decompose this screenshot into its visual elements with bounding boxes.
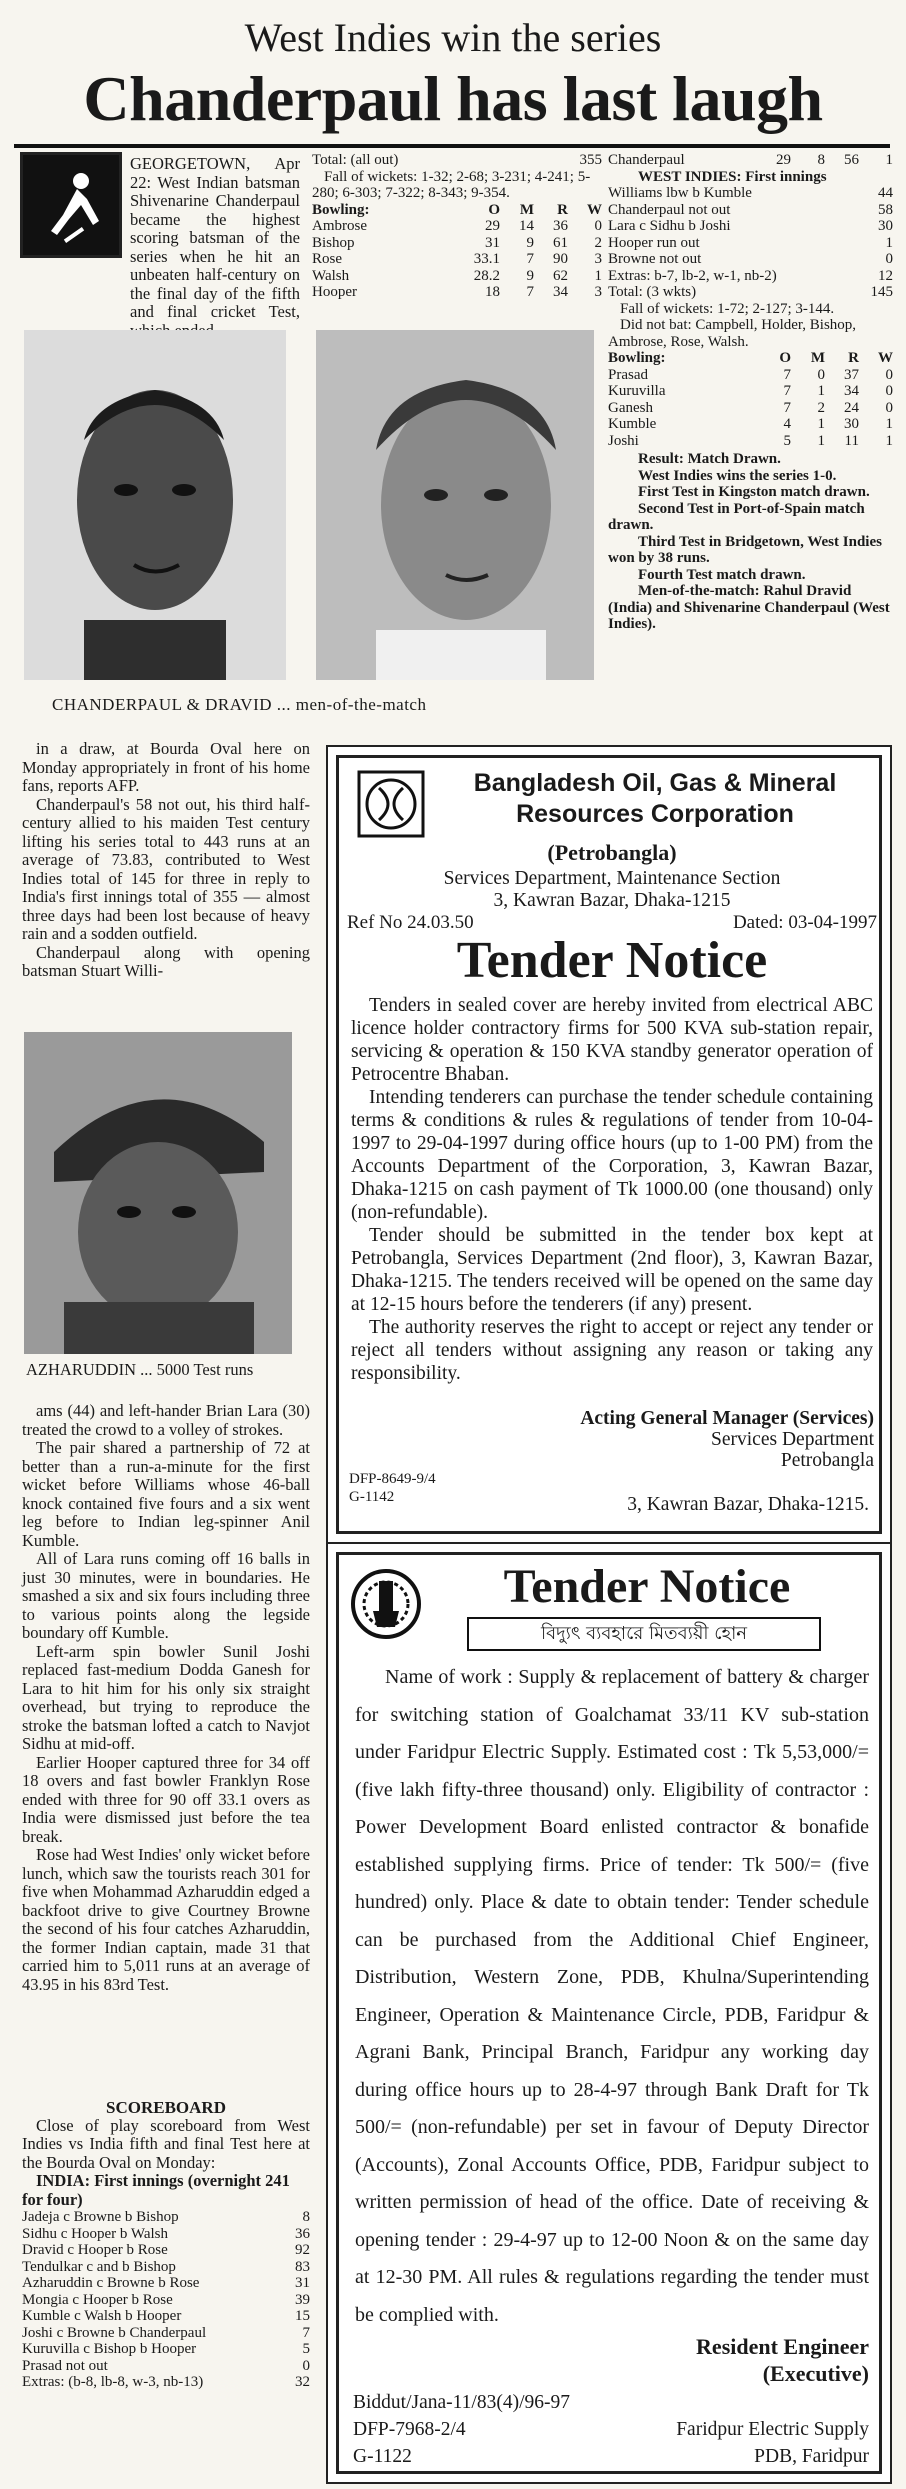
wi-did-not-bat: Did not bat: Campbell, Holder, Bishop, Ambrose, Rose, Walsh. (608, 317, 857, 350)
wi-bowling-header: Bowling: O M R W (312, 201, 602, 218)
headline-rule (14, 144, 890, 148)
batsman-row: Jadeja c Browne b Bishop 8 (22, 2209, 310, 2225)
body-paragraph: The pair shared a partnership of 72 at better than a run-a-minute for the first wicket before Williams whose 46-ball knock contained five fours and a six went leg before to Indian leg-spinner Anil Kumble. (22, 1438, 310, 1550)
article-headline: Chanderpaul has last laugh (83, 63, 823, 134)
signatory: Acting General Manager (Services) (580, 1408, 874, 1429)
tender-body (351, 994, 873, 1385)
bowler-row: Chanderpaul 29 8 56 1 (608, 152, 893, 168)
body-paragraph: Left-arm spin bowler Sunil Joshi replaced fast-medium Dodda Ganesh for Lara to hit him for his only six straight overhead, but trying to reproduce the stroke the batsman lofted a catch to Navjot Sidhu at mid-off. (22, 1641, 310, 1753)
scoreboard-intro: Close of play scoreboard from West Indies vs India fifth and final Test here at the Bourda Oval on Monday: (22, 2115, 310, 2172)
india-batting-table (22, 2209, 310, 2391)
article-body-part2 (22, 1402, 310, 1994)
body-paragraph: in a draw, at Bourda Oval here on Monday appropriately in front of his home fans, reports AFP. (22, 739, 310, 795)
ad-code-3: G-1122 (353, 2446, 412, 2467)
pdb-logo-icon (349, 1567, 423, 1641)
bowler-row: Hooper 18 7 34 3 (312, 284, 602, 300)
tender-paragraph: Intending tenderers can purchase the tender schedule containing terms & conditions & rules & regulations of tender from 10-04-1997 to 29-04-1997 during office hours (up to 1-00 PM) from the Accounts Department of the Corporation, 3, Kawran Bazar, Dhaka-1215 on cash payment of Tk 1000.00 (one thousand) only (non-refundable). (351, 1087, 873, 1223)
tender-paragraph: Tender should be submitted in the tender box kept at Petrobangla, Services Department (2nd floor), 3, Kawran Bazar, Dhaka-1215. The tenders received will be opened on the same day at 12-15 hours before the tenderers (if any) present. (351, 1225, 873, 1315)
batsman-row: Kumble c Walsh b Hooper 15 (22, 2308, 310, 2324)
batsman-row: Tendulkar c and b Bishop 83 (22, 2258, 310, 2275)
pdb-tender-ad (326, 1542, 892, 2484)
org-line1: Faridpur Electric Supply (676, 2419, 869, 2440)
body-paragraph: Chanderpaul along with opening batsman Stuart Willi- (22, 942, 310, 980)
article-lead: GEORGETOWN, Apr 22: West Indian batsman Shivenarine Chanderpaul became the highest scoring batsman of the series when he hit an unbeaten half-century on the final day of the fifth and final cricket Test, (130, 154, 300, 321)
scoreboard-title: SCOREBOARD (106, 2098, 226, 2117)
signatory-dept: Services Department (711, 1429, 874, 1450)
body-paragraph: Rose had West Indies' only wicket before lunch, which saw the tourists reach 301 for five when Mohammad Azharuddin edged a backfoot drive to give Courtney Browne the second of his four catches Azharuddin, the former Indian captain, made 31 that carried him to 5,011 runs at an average of 43.95 in his 83rd Test. (22, 1845, 310, 1994)
tender-notice-title: Tender Notice (503, 1560, 791, 1613)
batsman-row: Dravid c Hooper b Rose 92 (22, 2242, 310, 2258)
batsman-row: Chanderpaul not out 58 (608, 201, 893, 218)
match-results (608, 451, 893, 633)
india-fall-of-wickets: Fall of wickets: 1-32; 2-68; 3-231; 4-241; 5-280; 6-303; 7-322; 8-343; 9-354. (312, 168, 591, 201)
batsman-row: Extras: (b-8, lb-8, w-3, nb-13) 32 (22, 2374, 310, 2390)
result-line: Fourth Test match drawn. (638, 566, 806, 583)
result-line: Result: Match Drawn. (638, 451, 781, 467)
org-name-line2: Resources Corporation (516, 800, 794, 828)
batsman-row: Lara c Sidhu b Joshi 30 (608, 218, 893, 234)
wi-fall-of-wickets: Fall of wickets: 1-72; 2-127; 3-144. (620, 300, 835, 317)
wi-batting-table (608, 185, 893, 301)
batsman-row: Mongia c Hooper b Rose 39 (22, 2291, 310, 2308)
dravid-photo (316, 330, 594, 680)
org-address: 3, Kawran Bazar, Dhaka-1215 (493, 890, 731, 911)
bowler-row: Joshi 5 1 11 1 (608, 432, 893, 449)
org-line2: PDB, Faridpur (754, 2446, 869, 2467)
petrobangla-logo-icon (357, 770, 425, 838)
conservation-slogan: বিদ্যুৎ ব্যবহারে মিতব্যয়ী হোন (467, 1617, 821, 1651)
batsman-row: Kuruvilla c Bishop b Hooper 5 (22, 2341, 310, 2357)
tender-paragraph: Tenders in sealed cover are hereby invited from electrical ABC licence holder contractory firms for 500 KVA sub-station repair, servicing & operation & 150 KVA standby generator operation of Petrocentre Bhaban. (351, 995, 873, 1085)
result-line: Second Test in Port-of-Spain match drawn. (608, 500, 865, 533)
india-innings-summary (312, 152, 602, 301)
org-name-line1: Bangladesh Oil, Gas & Mineral (473, 769, 837, 797)
result-line: West Indies wins the series 1-0. (638, 467, 837, 484)
azharuddin-photo (24, 1032, 292, 1354)
signatory-line1: Resident Engineer (696, 2334, 869, 2359)
bowler-row: Ambrose 29 14 36 0 (312, 218, 602, 234)
bowler-row: Prasad 7 0 37 0 (608, 366, 893, 383)
result-line: First Test in Kingston match drawn. (638, 484, 870, 500)
wi-bowling-table (312, 218, 602, 301)
tender-body: Name of work : Supply & replacement of battery & charger for switching station of Goalchamat 33/11 KV sub-station under Faridpur Electric Supply. Estimated cost : Tk 5,53,000/= (five lakh fifty-three thousand) only. Eligibility of contractor : Power Development Board enlisted contractor & bonafide established supplying firms. Price of tender: Tk 500/= (five hundred) only. Place & date to obtain tender: Tender schedule can be purchased from the Additional Chief Engineer, Distribution, Western Zone, PDB, Khulna/Superintending Engineer, Operation & Maintenance Circle, PDB, Faridpur & Agrani Bank, Principal Branch, Faridpur any working day during office hours up to 28-4-97 through Bank Draft for Tk 500/= (non-refundable) per set in favour of Deputy Director (Accounts), Zonal Accounts Office, PDB, Faridpur subject to written permission of head of the office. Date of receiving & opening tender : 29-4-97 up to 12-00 Noon & on the same day at 12-30 PM. All rules & regulations regarding the tender must be complied with. (355, 1666, 869, 2326)
batsman-row: Joshi c Browne b Chanderpaul 7 (22, 2324, 310, 2341)
india-bowling-header: Bowling: O M R W (608, 350, 893, 366)
batsman-row: Sidhu c Hooper b Walsh 36 (22, 2225, 310, 2242)
petrobangla-tender-ad (326, 745, 892, 1544)
bowler-row: Ganesh 7 2 24 0 (608, 399, 893, 416)
batsman-row: Browne not out 0 (608, 251, 893, 267)
org-short-name: (Petrobangla) (547, 840, 677, 865)
signatory-address: 3, Kawran Bazar, Dhaka-1215. (627, 1494, 869, 1515)
cricket-logo-icon (20, 152, 122, 258)
article-body-part1 (22, 740, 310, 981)
ref-date: Dated: 03-04-1997 (732, 912, 877, 933)
bowler-row: Kuruvilla 7 1 34 0 (608, 383, 893, 399)
ad-code-2: G-1142 (349, 1489, 395, 1505)
article-kicker: West Indies win the series (244, 15, 662, 60)
wi-innings-heading: WEST INDIES: First innings (638, 168, 827, 185)
batsman-row: Williams lbw b Kumble 44 (608, 185, 893, 201)
result-line: Third Test in Bridgetown, West Indies won by 38 runs. (608, 533, 882, 566)
india-innings-heading: INDIA: First innings (overnight 241 for four) (22, 2171, 290, 2209)
india-bowling-table (608, 367, 893, 450)
batsman-row: Azharuddin c Browne b Rose 31 (22, 2275, 310, 2291)
batsman-row: Prasad not out 0 (22, 2357, 310, 2374)
bowler-row: Rose 33.1 7 90 3 (312, 251, 602, 267)
ad-code-1: Biddut/Jana-11/83(4)/96-97 (353, 2392, 570, 2413)
body-paragraph: Earlier Hooper captured three for 34 off 18 overs and fast bowler Franklyn Rose ended with three for 90 off 33.1 overs as India were dismissed just before the tea break. (22, 1752, 310, 1846)
india-total-row: Total: (all out) 355 (312, 152, 602, 168)
body-paragraph: All of Lara runs coming off 16 balls in just 30 minutes, were in boundaries. He smashed a six and six fours including three to various points along the legside boundary off Kumble. (22, 1549, 310, 1642)
scoreboard (22, 2100, 310, 2391)
signatory-org: Petrobangla (780, 1450, 874, 1471)
ref-number: Ref No 24.03.50 (347, 912, 474, 933)
batsman-row: Total: (3 wkts) 145 (608, 284, 893, 300)
tender-paragraph: The authority reserves the right to accept or reject any tender or reject all tenders without assigning any reason or taking any responsibility. (351, 1317, 873, 1384)
bowler-row: Kumble 4 1 30 1 (608, 416, 893, 432)
photo-caption: CHANDERPAUL & DRAVID ... men-of-the-match (52, 695, 427, 714)
tender-notice-title: Tender Notice (456, 932, 768, 989)
body-paragraph: ams (44) and left-hander Brian Lara (30) treated the crowd to a volley of strokes. (22, 1401, 310, 1439)
org-dept: Services Department, Maintenance Section (443, 868, 781, 889)
chanderpaul-photo (24, 330, 286, 680)
body-paragraph: Chanderpaul's 58 not out, his third half-century allied to his maiden Test century lifting his series total to 443 runs at an average of 73.83, contributed to West Indies total of 145 for three in reply to India's first innings total of 355 — almost three days had been lost because of heavy rain and a sodden outfield. (22, 794, 310, 943)
wi-innings-summary (608, 152, 893, 633)
ad-code-2: DFP-7968-2/4 (353, 2419, 466, 2440)
batsman-row: Extras: b-7, lb-2, w-1, nb-2) 12 (608, 267, 893, 284)
batsman-row: Hooper run out 1 (608, 234, 893, 251)
bowler-row: Bishop 31 9 61 2 (312, 234, 602, 251)
bowler-row: Walsh 28.2 9 62 1 (312, 267, 602, 284)
ad-code-1: DFP-8649-9/4 (349, 1471, 436, 1487)
ref-row (347, 912, 877, 934)
signatory-line2: (Executive) (762, 2361, 869, 2386)
ad-frame (336, 1552, 882, 2474)
azharuddin-caption: AZHARUDDIN ... 5000 Test runs (26, 1360, 254, 1379)
ad-frame (336, 755, 882, 1534)
result-line: Men-of-the-match: Rahul Dravid (India) and Shivenarine Chanderpaul (West Indies). (608, 583, 890, 632)
